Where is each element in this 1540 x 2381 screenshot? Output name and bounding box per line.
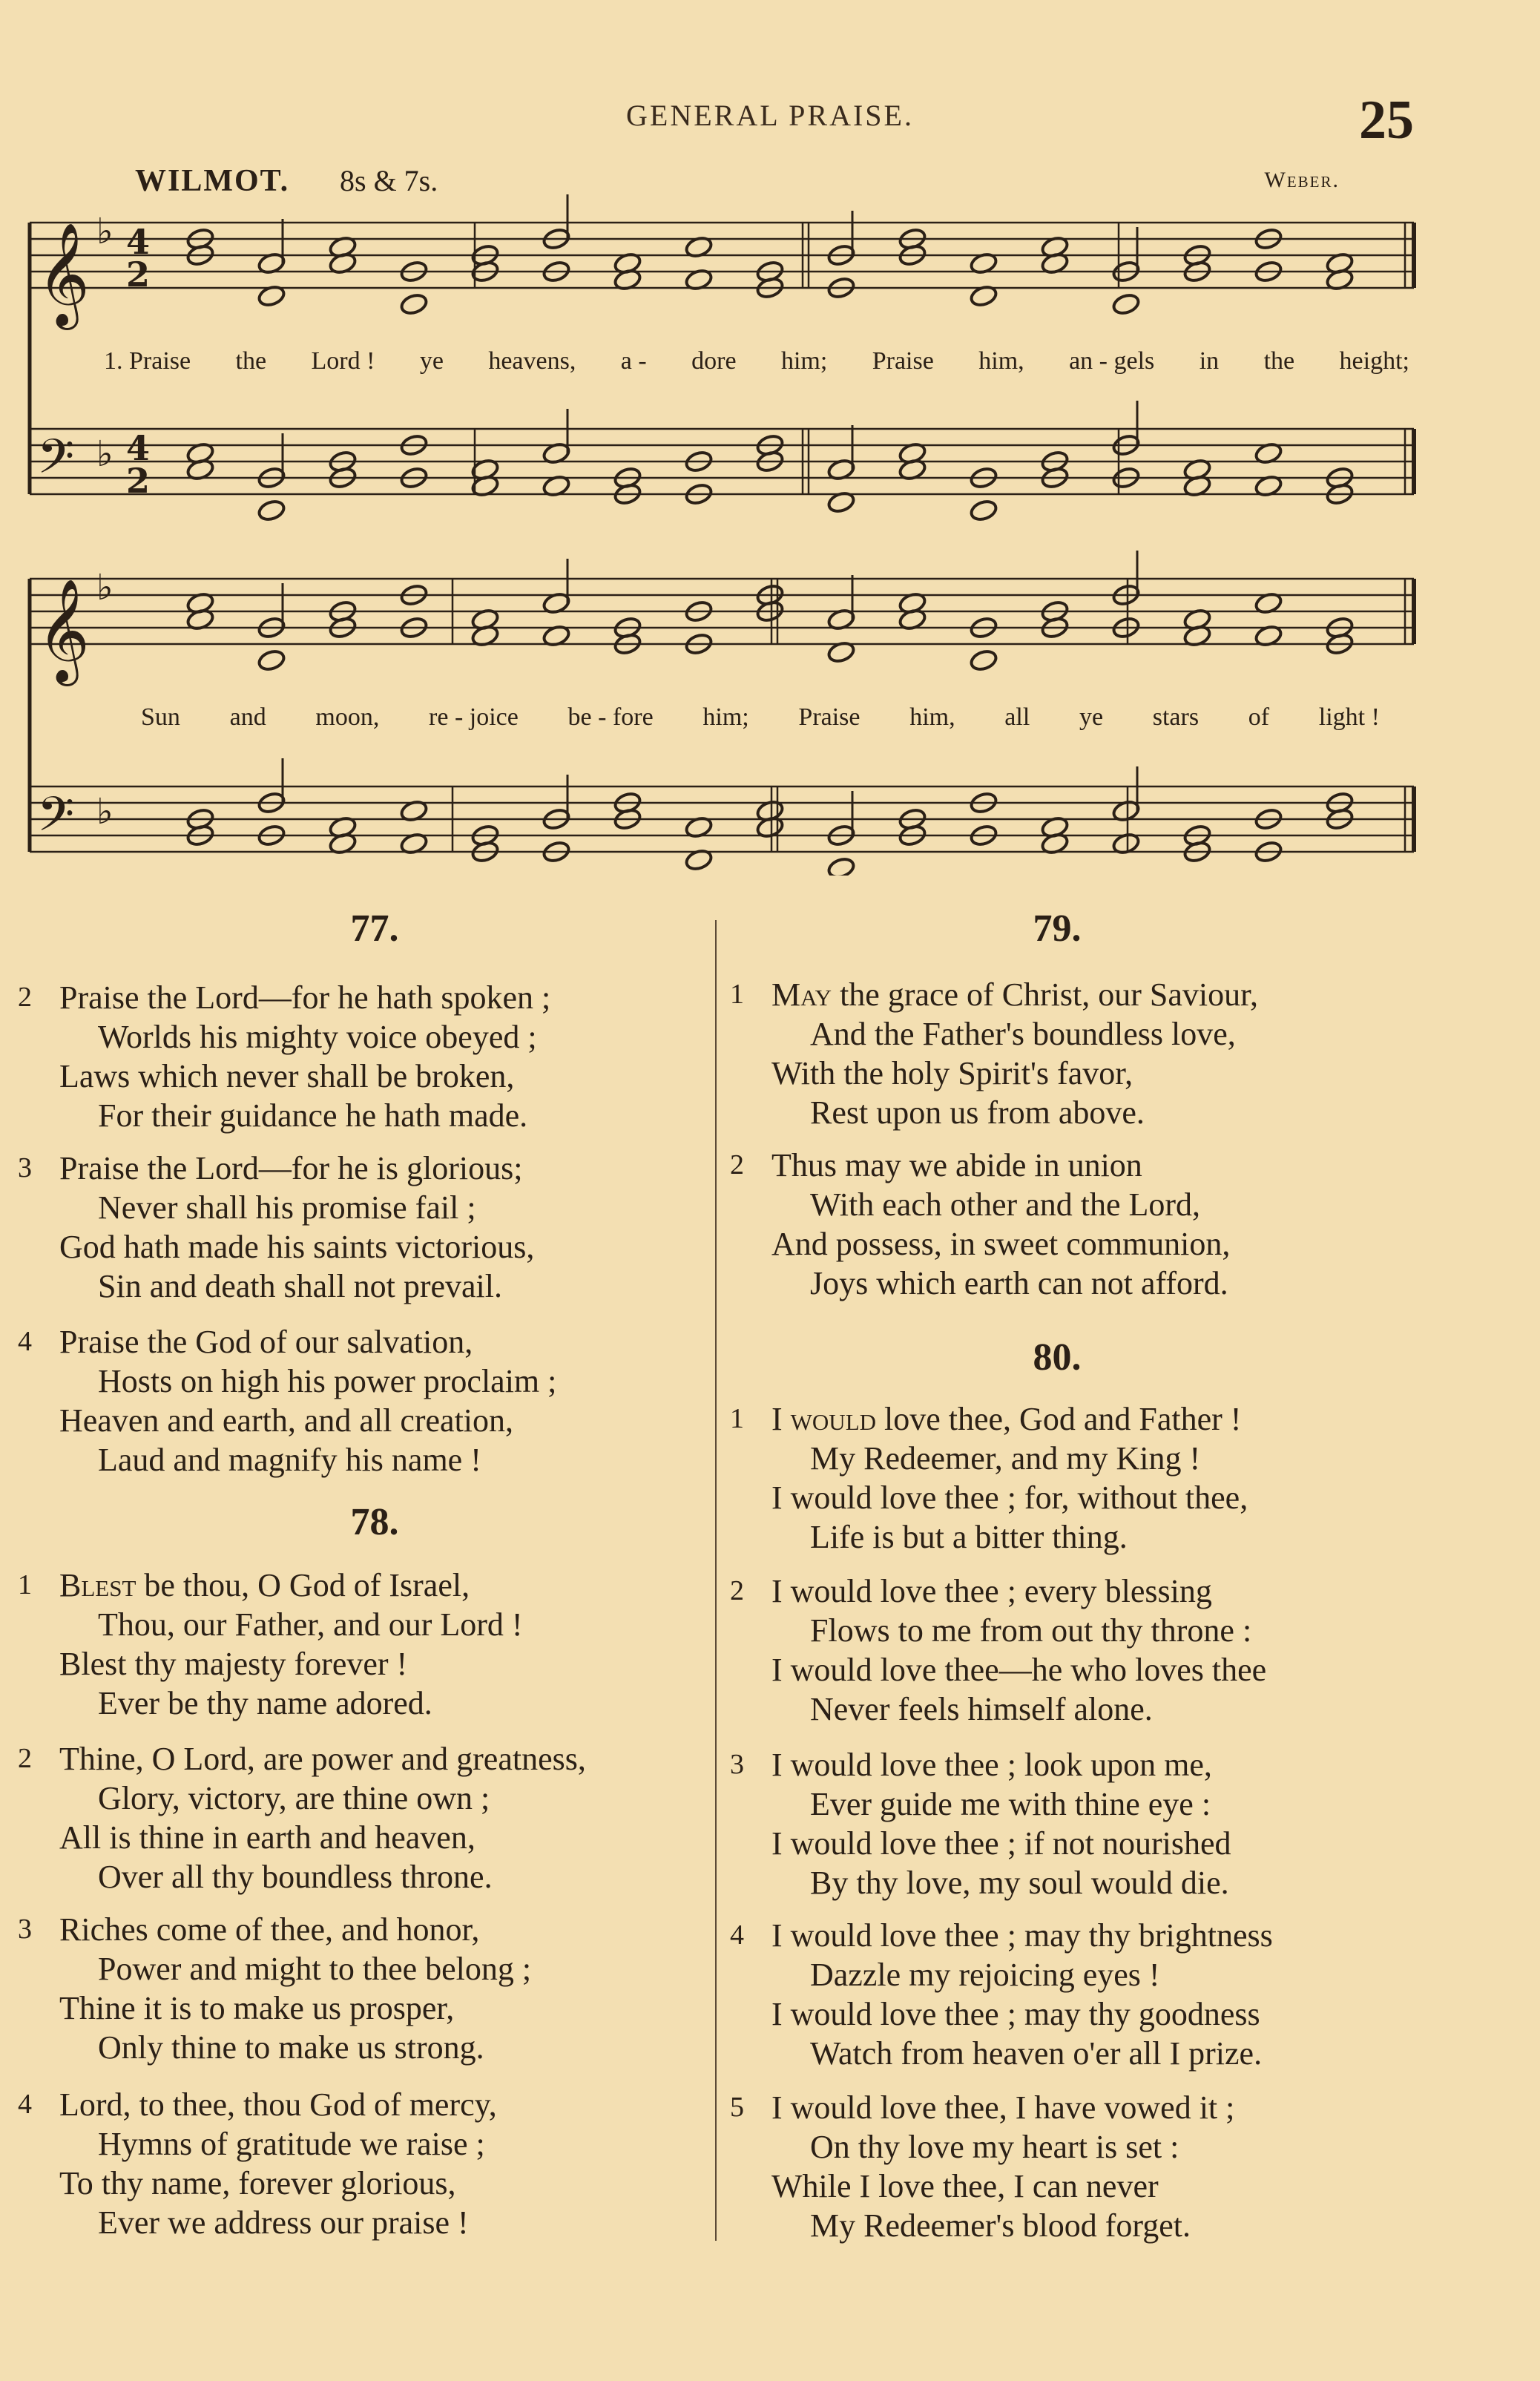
verse-line: Watch from heaven o'er all I prize. <box>810 2035 1263 2072</box>
tune-meter: 8s & 7s. <box>340 164 438 197</box>
hymn-78-stanza-1 <box>18 1566 523 1723</box>
note-head <box>257 499 286 522</box>
note-head <box>969 499 998 522</box>
verse-line: Heaven and earth, and all creation, <box>59 1402 514 1439</box>
verse-line: And possess, in sweet communion, <box>771 1226 1231 1262</box>
note-head <box>257 648 286 672</box>
verse-line: I would love thee ; if not nourished <box>771 1825 1231 1862</box>
verse-line: My Redeemer, and my King ! <box>810 1440 1201 1477</box>
verse-line: While I love thee, I can never <box>771 2168 1159 2204</box>
verse-line: I would love thee ; every blessing <box>771 1573 1212 1609</box>
verse-line: Ever we address our praise ! <box>98 2204 469 2241</box>
stanza-number: 5 <box>730 2092 744 2123</box>
lyric-syllable: Lord ! <box>311 347 375 375</box>
hymn-80-stanza-2 <box>730 1572 1267 1729</box>
stanza-number: 2 <box>730 1149 744 1180</box>
lyric-syllable: him; <box>702 703 749 731</box>
lyric-syllable: Praise <box>798 703 861 731</box>
hymn-80-stanza-5 <box>730 2088 1235 2245</box>
lyric-syllable: and <box>229 703 266 731</box>
verse-line: Life is but a bitter thing. <box>810 1519 1128 1555</box>
treble-clef-icon: 𝄞 <box>37 579 90 682</box>
lyric-syllable: an - gels <box>1069 347 1155 375</box>
flat-icon: ♭ <box>96 791 113 832</box>
time-signature-bottom: 2 <box>126 254 151 295</box>
stanza-number: 1 <box>730 1403 744 1434</box>
verse-line: I would love thee ; may thy goodness <box>771 1996 1260 2032</box>
verse-line: Only thine to make us strong. <box>98 2029 484 2066</box>
lyric-syllable: a - <box>620 347 647 375</box>
lyric-syllable: stars <box>1152 703 1200 731</box>
flat-icon: ♭ <box>96 433 113 475</box>
verse-line: Praise the God of our salvation, <box>59 1324 473 1360</box>
hymn-number-80: 80. <box>1033 1336 1082 1379</box>
hymn-77-stanza-3 <box>18 1149 535 1306</box>
time-signature-top: 4 <box>126 222 151 262</box>
verse-line: I would love thee ; may thy brightness <box>771 1917 1273 1954</box>
hymn-79-stanza-2 <box>730 1146 1231 1303</box>
lyric-syllable: all <box>1004 703 1030 731</box>
stanza-number: 4 <box>730 1919 744 1951</box>
verse-line: And the Father's boundless love, <box>810 1016 1236 1052</box>
verse-line: Laud and magnify his name ! <box>98 1442 481 1478</box>
verse-line: Laws which never shall be broken, <box>59 1058 515 1094</box>
verse-line: Rest upon us from above. <box>810 1094 1145 1131</box>
verse-line: Power and might to thee belong ; <box>98 1951 532 1987</box>
hymn-number-77: 77. <box>350 907 399 950</box>
hymn-77-stanza-2 <box>18 978 551 1135</box>
verse-line: Never feels himself alone. <box>810 1691 1153 1727</box>
first-word: Blest <box>59 1567 136 1603</box>
lyric-syllable: dore <box>691 347 737 375</box>
stanza-number: 4 <box>18 2089 32 2120</box>
verse-line: Sin and death shall not prevail. <box>98 1268 502 1304</box>
verse-line: Thus may we abide in union <box>771 1147 1142 1183</box>
lyric-syllable: ye <box>1079 703 1104 731</box>
note-head <box>399 292 428 316</box>
hymn-80-stanza-1: 1 I would love thee, God and Father ! My Redeemer, and my King ! I would love thee ; for, without thee, Life is but a bitter thing. <box>730 1401 1248 1555</box>
hymn-number-78: 78. <box>350 1501 399 1543</box>
lyric-syllable: in <box>1199 347 1220 375</box>
hymn-79-stanza-1 <box>730 975 1259 1132</box>
running-title: GENERAL PRAISE. <box>626 99 914 132</box>
hymn-number-79: 79. <box>1033 907 1082 950</box>
verse-line: Never shall his promise fail ; <box>98 1189 476 1226</box>
verse-line: To thy name, forever glorious, <box>59 2165 456 2201</box>
bass-clef-icon: 𝄢 <box>37 787 75 854</box>
time-signature-bottom: 2 <box>126 461 151 501</box>
stanza-number: 3 <box>730 1749 744 1780</box>
verse-line: With each other and the Lord, <box>810 1186 1201 1223</box>
stanza-number: 3 <box>18 1914 32 1945</box>
lyric-syllable: light ! <box>1318 703 1380 731</box>
stanza-number: 2 <box>18 982 32 1013</box>
lyric-syllable: moon, <box>315 703 380 731</box>
verse-line: I would love thee ; look upon me, <box>771 1747 1212 1783</box>
verse-line: Riches come of thee, and honor, <box>59 1911 480 1948</box>
hymn-78-stanza-4 <box>18 2085 497 2242</box>
stanza-number: 4 <box>18 1326 32 1357</box>
stanza-number: 2 <box>730 1575 744 1606</box>
treble-clef-icon: 𝄞 <box>37 223 90 326</box>
lyric-line-1 <box>104 347 1409 375</box>
composer: Weber. <box>1264 168 1340 192</box>
verse-line: Joys which earth can not afford. <box>810 1265 1228 1301</box>
hymn-78-stanza-2 <box>18 1739 586 1896</box>
stanza-number: 2 <box>18 1743 32 1774</box>
tune-name: WILMOT. <box>135 164 290 198</box>
verse-line: For their guidance he hath made. <box>98 1097 528 1134</box>
lyric-syllable: Praise <box>872 347 934 375</box>
verse-line: love thee, God and Father ! <box>876 1401 1242 1437</box>
verse-line: Blest thy majesty forever ! <box>59 1646 408 1682</box>
verse-line: Thou, our Father, and our Lord ! <box>98 1606 523 1643</box>
lyric-syllable: Sun <box>141 703 180 731</box>
verse-line: Lord, to thee, thou God of mercy, <box>59 2086 497 2123</box>
verse-line: God hath made his saints victorious, <box>59 1229 535 1265</box>
bass-clef-icon: 𝄢 <box>37 430 75 496</box>
lyric-syllable: be - fore <box>567 703 654 731</box>
verse-line: Praise the Lord—for he hath spoken ; <box>59 979 551 1016</box>
lyric-syllable: him, <box>909 703 955 731</box>
first-word: would <box>790 1401 877 1437</box>
verse-line: Thine, O Lord, are power and greatness, <box>59 1741 586 1777</box>
lyric-syllable: ye <box>419 347 444 375</box>
hymn-80-stanza-3 <box>730 1745 1231 1902</box>
verse-line: Worlds his mighty voice obeyed ; <box>98 1019 537 1055</box>
verse-line: Praise the Lord—for he is glorious; <box>59 1150 523 1186</box>
lyric-syllable: height; <box>1339 347 1409 375</box>
hymn-80-stanza-4 <box>730 1916 1273 2073</box>
note-head <box>826 856 855 876</box>
verse-line: With the holy Spirit's favor, <box>771 1055 1133 1091</box>
column-divider <box>715 920 717 2241</box>
verse-line: the grace of Christ, our Saviour, <box>832 976 1259 1013</box>
stanza-number: 3 <box>18 1152 32 1183</box>
verse-line: Flows to me from out thy throne : <box>810 1612 1252 1649</box>
verse-line: Hymns of gratitude we raise ; <box>98 2126 485 2162</box>
first-word: May <box>771 976 832 1013</box>
verse-line: All is thine in earth and heaven, <box>59 1819 476 1856</box>
verse-line: be thou, O God of Israel, <box>136 1567 470 1603</box>
lyric-syllable: 1. Praise <box>104 347 191 375</box>
verse-line: Hosts on high his power proclaim ; <box>98 1363 557 1399</box>
verse-line: I would love thee ; for, without thee, <box>771 1479 1248 1516</box>
music-score <box>0 0 1540 876</box>
note-head <box>1111 292 1140 316</box>
time-signature-top: 4 <box>126 428 151 468</box>
verse-line: I would love thee—he who loves thee <box>771 1652 1267 1688</box>
verse-line: Over all thy boundless throne. <box>98 1859 493 1895</box>
hymn-78-stanza-3 <box>18 1910 532 2067</box>
stanza-number: 1 <box>18 1569 32 1600</box>
stanza-number: 1 <box>730 979 744 1010</box>
lyric-line-2 <box>141 703 1380 732</box>
verse-line: By thy love, my soul would die. <box>810 1865 1229 1901</box>
verse-line: Ever guide me with thine eye : <box>810 1786 1211 1822</box>
note-head <box>969 648 998 672</box>
verse-line: Dazzle my rejoicing eyes ! <box>810 1957 1160 1993</box>
verse-line: I would love thee, I have vowed it ; <box>771 2089 1235 2126</box>
verse-line: Thine it is to make us prosper, <box>59 1990 455 2026</box>
verse-line: Ever be thy name adored. <box>98 1685 432 1721</box>
hymn-77-stanza-4 <box>18 1322 557 1479</box>
lyric-syllable: of <box>1248 703 1270 731</box>
flat-icon: ♭ <box>96 567 113 608</box>
lyric-syllable: the <box>235 347 267 375</box>
page-number: 25 <box>1359 90 1414 151</box>
flat-icon: ♭ <box>96 211 113 252</box>
lyric-syllable: the <box>1263 347 1295 375</box>
lyric-syllable: re - joice <box>429 703 519 731</box>
verse-line: On thy love my heart is set : <box>810 2129 1179 2165</box>
lyric-syllable: him; <box>780 347 828 375</box>
lyric-syllable: heavens, <box>488 347 576 375</box>
verse-line: Glory, victory, are thine own ; <box>98 1780 490 1816</box>
lyric-syllable: him, <box>978 347 1024 375</box>
verse-line: My Redeemer's blood forget. <box>810 2207 1191 2244</box>
